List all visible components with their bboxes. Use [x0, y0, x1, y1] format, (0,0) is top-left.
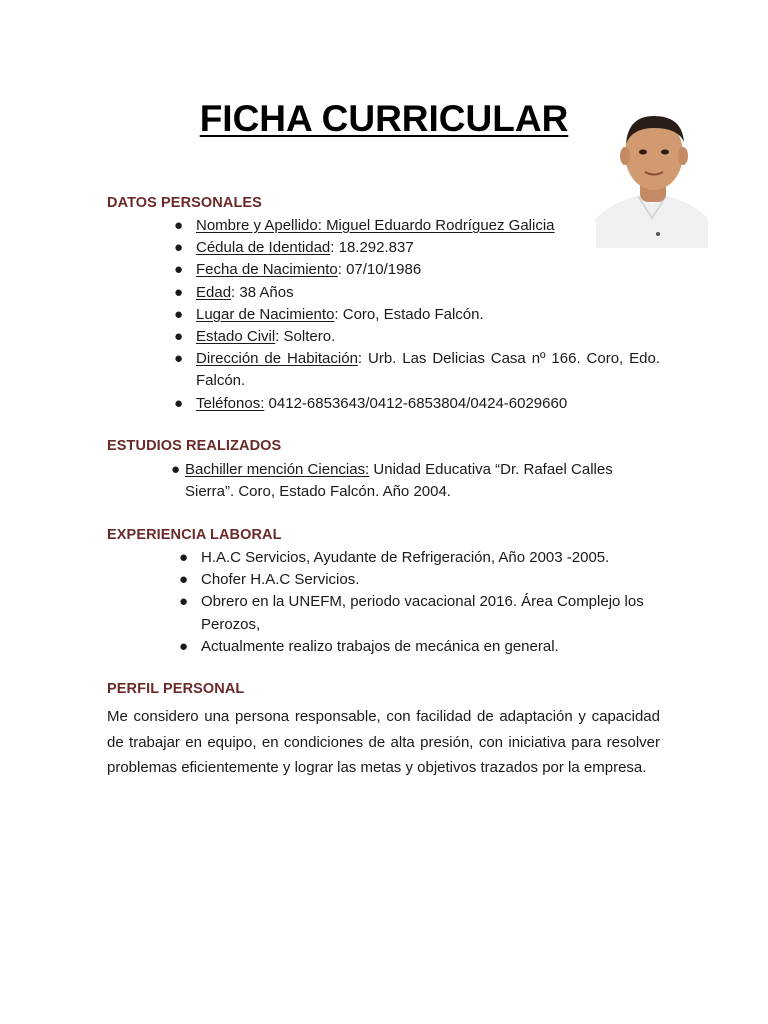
- bullet-icon: ●: [174, 305, 184, 323]
- page-title: FICHA CURRICULAR: [199, 98, 569, 139]
- bullet-icon: ●: [179, 593, 189, 611]
- item-value: : 07/10/1986: [337, 261, 422, 279]
- section-heading-experience: EXPERIENCIA LABORAL: [107, 527, 282, 543]
- list-item: [174, 282, 660, 304]
- item-value: : Coro, Estado Falcón.: [334, 305, 484, 323]
- bullet-icon: ●: [174, 283, 184, 301]
- bullet-icon: ●: [179, 549, 189, 566]
- list-item: [174, 304, 660, 326]
- bullet-icon: ●: [174, 394, 184, 412]
- list-item: [171, 459, 645, 503]
- item-label: Fecha de Nacimiento: [196, 261, 338, 279]
- section-heading-profile: PERFIL PERSONAL: [107, 681, 245, 697]
- item-value: 0412-6853643/0412-6853804/0424-6029660: [264, 394, 568, 412]
- item-value: Unidad Educativa “Dr. Rafael Calles Sierra”. Coro, Estado Falcón. Año 2004.: [185, 461, 613, 501]
- item-label: Teléfonos:: [196, 394, 265, 412]
- item-value: : 38 Años: [231, 283, 294, 301]
- bullet-icon: ●: [174, 217, 184, 234]
- item-label: Estado Civil: [196, 328, 276, 346]
- list-item: [179, 636, 653, 658]
- bullet-icon: ●: [179, 571, 189, 589]
- item-label: Lugar de Nacimiento: [196, 305, 335, 323]
- list-item: [174, 237, 660, 259]
- item-value: : Soltero.: [275, 328, 336, 346]
- bullet-icon: ●: [174, 328, 184, 346]
- item-label: Nombre y Apellido: Miguel Eduardo Rodríguez Galicia: [196, 217, 555, 234]
- item-label: Dirección de Habitación: [196, 350, 358, 368]
- list-item: [174, 393, 660, 415]
- list-item: [179, 591, 653, 635]
- bullet-icon: ●: [174, 350, 184, 368]
- experience-list: [179, 547, 653, 658]
- item-label: Edad: [196, 283, 232, 301]
- section-heading-personal: DATOS PERSONALES: [107, 195, 262, 211]
- item-text: Obrero en la UNEFM, periodo vacacional 2016. Área Complejo los Perozos,: [201, 593, 644, 633]
- list-item: [179, 547, 653, 569]
- personal-data-list: [174, 215, 660, 415]
- item-text: Chofer H.A.C Servicios.: [201, 571, 360, 589]
- item-text: Actualmente realizo trabajos de mecánica en general.: [201, 637, 559, 655]
- list-item: [174, 326, 660, 348]
- item-label: Cédula de Identidad: [196, 239, 331, 257]
- item-value: : 18.292.837: [330, 239, 414, 257]
- item-label: Bachiller mención Ciencias:: [185, 461, 370, 478]
- bullet-icon: ●: [171, 461, 181, 478]
- bullet-icon: ●: [174, 239, 184, 257]
- section-heading-studies: ESTUDIOS REALIZADOS: [107, 438, 282, 454]
- list-item: [174, 259, 660, 281]
- list-item: [179, 569, 653, 591]
- item-value: : Urb. Las Delicias Casa nº 166. Coro, Edo. Falcón.: [196, 350, 660, 390]
- bullet-icon: ●: [179, 637, 189, 655]
- list-item: [174, 215, 660, 237]
- list-item: [174, 348, 660, 392]
- studies-list: [171, 459, 645, 503]
- item-text: H.A.C Servicios, Ayudante de Refrigeración, Año 2003 -2005.: [201, 549, 610, 566]
- profile-text: Me considero una persona responsable, con facilidad de adaptación y capacidad de trabajar en equipo, en condiciones de alta presión, con iniciativa para resolver problemas eficientemente y lograr las metas y objetivos trazados por la empresa.: [107, 708, 660, 776]
- bullet-icon: ●: [174, 261, 184, 279]
